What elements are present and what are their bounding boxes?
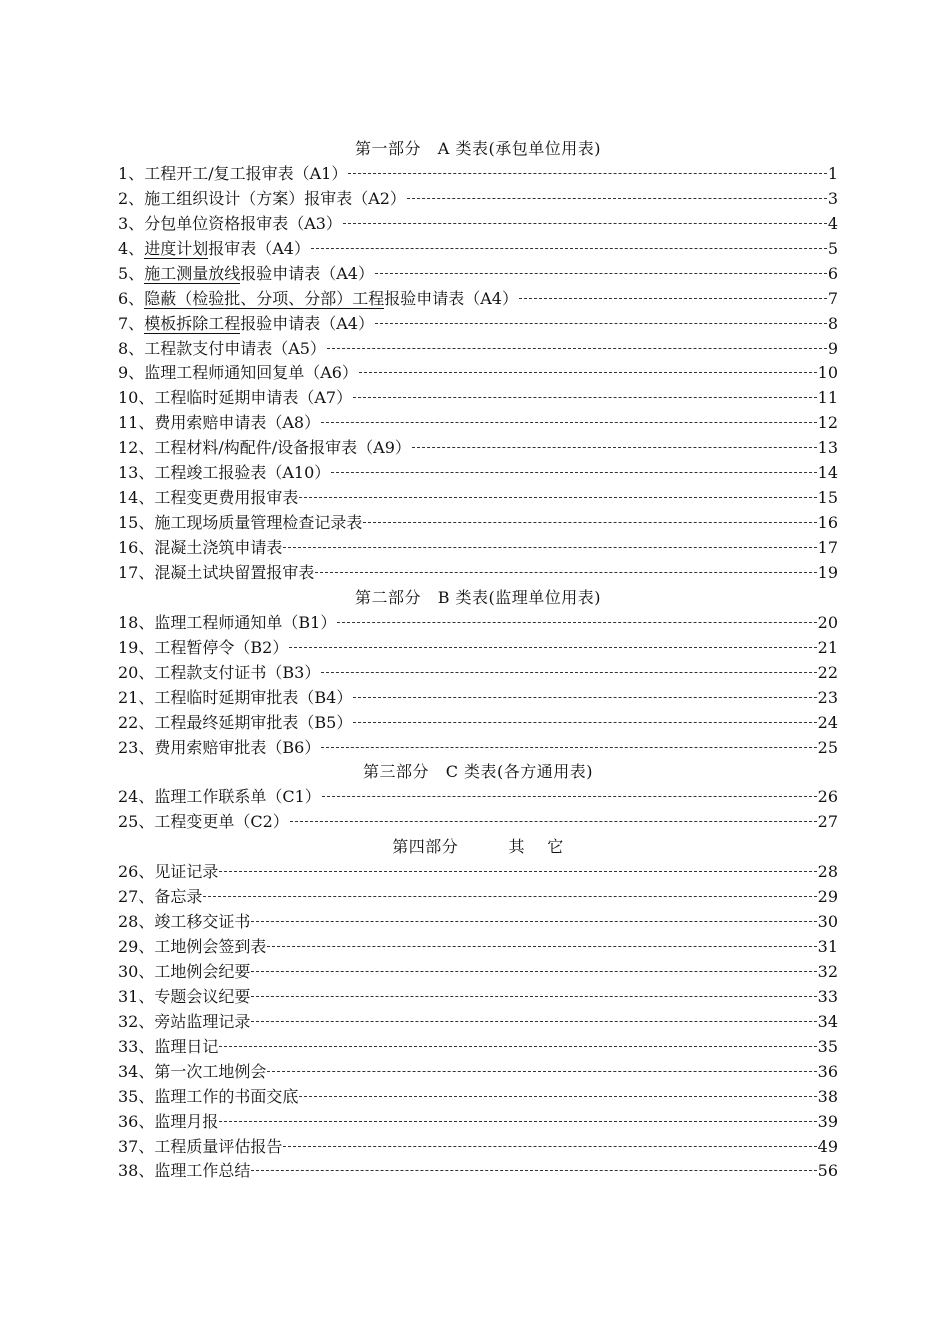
entry-number: 21、	[118, 687, 155, 707]
section-heading: 第一部分 A 类表(承包单位用表)	[355, 139, 601, 158]
entry-number: 25、	[118, 812, 155, 832]
dot-leader	[290, 820, 817, 822]
dot-leader	[219, 870, 816, 872]
table-of-contents	[118, 137, 838, 1184]
toc-entry[interactable]	[118, 1110, 838, 1135]
entry-number: 15、	[118, 513, 155, 533]
entry-title	[144, 237, 310, 262]
entry-title-underlined: 施工测量放线	[144, 263, 241, 283]
dot-leader	[353, 721, 816, 723]
entry-title	[154, 411, 320, 436]
entry-number: 8、	[118, 338, 145, 358]
entry-page-number: 35	[817, 1036, 838, 1056]
entry-title	[154, 611, 336, 636]
entry-number: 4、	[118, 238, 145, 258]
entry-page-number: 12	[817, 413, 838, 433]
dot-leader	[267, 945, 816, 947]
entry-title	[154, 736, 320, 761]
toc-entry[interactable]	[118, 935, 838, 960]
dot-leader	[353, 696, 816, 698]
entry-number: 37、	[118, 1136, 155, 1156]
entry-title	[154, 910, 250, 935]
entry-page-number: 8	[827, 313, 838, 333]
entry-number: 31、	[118, 986, 155, 1006]
entry-title	[154, 885, 202, 910]
entry-title-text: 报验申请表（A4）	[240, 313, 374, 333]
entry-title-text: 工地例会纪要	[154, 961, 251, 981]
entry-title	[154, 860, 218, 885]
entry-title-underlined: 进度计划	[144, 238, 209, 258]
entry-title	[154, 436, 411, 461]
entry-number: 20、	[118, 662, 155, 682]
toc-entry[interactable]	[118, 361, 838, 386]
entry-title-text: 工程临时延期审批表（B4）	[154, 687, 353, 707]
entry-page-number: 16	[817, 513, 838, 533]
entry-number: 10、	[118, 388, 155, 408]
toc-entry[interactable]	[118, 1035, 838, 1060]
dot-leader	[219, 1045, 816, 1047]
dot-leader	[322, 795, 817, 797]
entry-page-number: 24	[817, 712, 838, 732]
entry-title	[154, 511, 362, 536]
entry-number: 14、	[118, 488, 155, 508]
toc-entry[interactable]	[118, 436, 838, 461]
dot-leader	[283, 546, 816, 548]
entry-title-text: 工程款支付证书（B3）	[154, 662, 321, 682]
entry-title-text: 分包单位资格报审表（A3）	[144, 213, 342, 233]
entry-number: 7、	[118, 313, 145, 333]
dot-leader	[251, 1020, 816, 1022]
toc-entry[interactable]	[118, 1010, 838, 1035]
entry-title	[154, 1060, 266, 1085]
toc-entry[interactable]	[118, 885, 838, 910]
entry-number: 1、	[118, 163, 145, 183]
entry-number: 38、	[118, 1161, 155, 1181]
dot-leader	[203, 895, 816, 897]
dot-leader	[251, 920, 816, 922]
entry-page-number: 31	[817, 937, 838, 956]
toc-entry[interactable]	[118, 985, 838, 1010]
toc-entry[interactable]	[118, 511, 838, 536]
entry-number: 34、	[118, 1061, 155, 1081]
entry-number: 28、	[118, 912, 155, 932]
entry-title-text: 监理工作联系单（C1）	[154, 787, 321, 807]
entry-title	[154, 1159, 250, 1184]
entry-title	[144, 287, 518, 312]
entry-number: 13、	[118, 463, 155, 483]
entry-title-text: 混凝土试块留置报审表	[154, 562, 315, 582]
entry-title-text: 工程变更单（C2）	[154, 812, 289, 832]
toc-entry[interactable]	[118, 212, 838, 237]
entry-number: 23、	[118, 737, 155, 757]
toc-entry[interactable]	[118, 1060, 838, 1085]
entry-title	[144, 312, 374, 337]
dot-leader	[315, 571, 816, 573]
toc-entry[interactable]	[118, 860, 838, 885]
entry-title-text: 施工组织设计（方案）报审表（A2）	[144, 188, 406, 208]
entry-page-number: 27	[817, 812, 838, 832]
entry-page-number: 20	[817, 612, 838, 632]
toc-entry[interactable]	[118, 536, 838, 561]
toc-entry[interactable]	[118, 810, 838, 835]
entry-title	[154, 486, 298, 511]
entry-page-number: 13	[817, 438, 838, 458]
section-heading: 第三部分 C 类表(各方通用表)	[362, 762, 594, 782]
entry-number: 12、	[118, 438, 155, 458]
dot-leader	[375, 272, 827, 274]
entry-title-text: 报审表（A4）	[208, 238, 310, 258]
entry-number: 29、	[118, 937, 155, 956]
dot-leader	[251, 970, 816, 972]
entry-number: 9、	[118, 363, 145, 383]
entry-page-number: 7	[827, 288, 838, 308]
dot-leader	[343, 222, 827, 224]
dot-leader	[219, 1120, 816, 1122]
entry-page-number: 39	[817, 1111, 838, 1131]
entry-title-underlined: 隐蔽（检验批、分项、分部）工程	[144, 288, 385, 308]
toc-entry[interactable]	[118, 411, 838, 436]
toc-entry[interactable]	[118, 1085, 838, 1110]
section-heading: 第二部分 B 类表(监理单位用表)	[354, 587, 602, 607]
entry-number: 11、	[118, 413, 155, 433]
entry-title	[154, 386, 352, 411]
entry-page-number: 29	[817, 887, 838, 907]
dot-leader	[283, 1145, 816, 1147]
entry-title-text: 工程材料/构配件/设备报审表（A9）	[154, 438, 411, 458]
entry-number: 17、	[118, 562, 155, 582]
entry-page-number: 38	[817, 1086, 838, 1106]
entry-title	[144, 337, 326, 362]
toc-entry[interactable]	[118, 386, 838, 411]
entry-page-number: 28	[817, 862, 838, 882]
entry-number: 16、	[118, 538, 155, 557]
entry-number: 6、	[118, 288, 145, 308]
dot-leader	[267, 1070, 816, 1072]
toc-entry[interactable]	[118, 187, 838, 212]
entry-title-text: 监理工作总结	[154, 1161, 251, 1181]
entry-page-number: 22	[817, 662, 838, 682]
dot-leader	[311, 247, 827, 249]
toc-entry[interactable]	[118, 486, 838, 511]
dot-leader	[321, 671, 816, 673]
entry-number: 5、	[118, 263, 145, 283]
entry-page-number: 23	[817, 687, 838, 707]
toc-entry[interactable]	[118, 636, 838, 661]
entry-title	[154, 661, 320, 686]
toc-entry[interactable]	[118, 312, 838, 337]
entry-title-text: 备忘录	[154, 887, 203, 907]
toc-entry[interactable]	[118, 711, 838, 736]
entry-number: 32、	[118, 1011, 155, 1031]
entry-title-text: 混凝土浇筑申请表	[154, 538, 283, 557]
entry-title-text: 工程质量评估报告	[154, 1136, 283, 1156]
entry-page-number: 30	[817, 912, 838, 932]
entry-title-text: 监理工程师通知单（B1）	[154, 612, 337, 632]
toc-entry[interactable]	[118, 1135, 838, 1160]
toc-entry[interactable]	[118, 960, 838, 985]
dot-leader	[299, 496, 816, 498]
entry-title	[154, 536, 282, 561]
entry-number: 35、	[118, 1086, 155, 1106]
entry-title	[154, 810, 288, 835]
toc-entry[interactable]	[118, 736, 838, 761]
toc-entry[interactable]	[118, 910, 838, 935]
entry-title	[154, 1035, 218, 1060]
dot-leader	[412, 446, 817, 448]
entry-title-text: 工程开工/复工报审表（A1）	[144, 163, 348, 183]
entry-page-number: 26	[817, 787, 838, 807]
entry-page-number: 1	[827, 163, 838, 183]
entry-title	[154, 935, 266, 960]
dot-leader	[353, 396, 817, 398]
entry-number: 2、	[118, 188, 145, 208]
entry-number: 22、	[118, 712, 155, 732]
dot-leader	[407, 197, 827, 199]
toc-entry[interactable]	[118, 686, 838, 711]
toc-entry[interactable]	[118, 461, 838, 486]
section-heading: 第四部分 其 它	[392, 837, 564, 857]
entry-title	[144, 162, 347, 187]
entry-title-text: 旁站监理记录	[154, 1011, 251, 1031]
entry-title	[144, 361, 358, 386]
entry-number: 26、	[118, 862, 155, 882]
entry-title-text: 竣工移交证书	[154, 912, 251, 932]
entry-page-number: 33	[817, 986, 838, 1006]
entry-number: 33、	[118, 1036, 155, 1056]
entry-title	[144, 212, 342, 237]
entry-number: 36、	[118, 1111, 155, 1131]
entry-title-text: 监理日记	[154, 1036, 219, 1056]
entry-page-number: 15	[817, 488, 838, 508]
entry-title-text: 监理月报	[154, 1111, 219, 1131]
entry-title	[154, 1110, 218, 1135]
entry-page-number: 21	[817, 637, 838, 657]
entry-page-number: 56	[817, 1161, 838, 1181]
entry-title-text: 第一次工地例会	[154, 1061, 267, 1081]
entry-page-number: 25	[817, 737, 838, 757]
dot-leader	[363, 521, 816, 523]
toc-entry[interactable]	[118, 162, 838, 187]
entry-page-number: 3	[827, 188, 838, 208]
toc-entry[interactable]	[118, 337, 838, 362]
entry-number: 24、	[118, 787, 155, 807]
entry-title	[144, 187, 406, 212]
entry-title	[154, 561, 314, 586]
entry-title	[154, 1010, 250, 1035]
entry-number: 30、	[118, 961, 155, 981]
entry-title	[154, 636, 288, 661]
entry-title	[154, 711, 352, 736]
toc-entry[interactable]	[118, 661, 838, 686]
entry-title	[144, 262, 374, 287]
entry-page-number: 19	[817, 562, 838, 582]
entry-title	[154, 785, 320, 810]
entry-title-text: 工程变更费用报审表	[154, 488, 299, 508]
entry-page-number: 36	[817, 1061, 838, 1081]
toc-entry[interactable]	[118, 262, 838, 287]
entry-title	[154, 985, 250, 1010]
entry-title-text: 工地例会签到表	[154, 937, 267, 956]
entry-title-underlined: 模板拆除工程	[144, 313, 241, 333]
entry-title-text: 施工现场质量管理检查记录表	[154, 513, 363, 533]
entry-page-number: 9	[827, 338, 838, 358]
toc-entry[interactable]	[118, 287, 838, 312]
entry-title-text: 工程款支付申请表（A5）	[144, 338, 326, 358]
entry-number: 19、	[118, 637, 155, 657]
entry-page-number: 17	[817, 538, 838, 557]
entry-title-text: 费用索赔申请表（A8）	[154, 413, 321, 433]
entry-page-number: 14	[817, 463, 838, 483]
toc-entry[interactable]	[118, 237, 838, 262]
entry-title-text: 监理工程师通知回复单（A6）	[144, 363, 358, 383]
entry-page-number: 4	[827, 213, 838, 233]
entry-page-number: 6	[827, 263, 838, 283]
entry-number: 27、	[118, 887, 155, 907]
entry-title	[154, 461, 330, 486]
entry-title-text: 监理工作的书面交底	[154, 1086, 299, 1106]
entry-title	[154, 1085, 298, 1110]
entry-page-number: 11	[817, 388, 838, 408]
entry-number: 3、	[118, 213, 145, 233]
dot-leader	[251, 995, 816, 997]
dot-leader	[251, 1169, 816, 1171]
dot-leader	[321, 746, 816, 748]
dot-leader	[321, 421, 817, 423]
entry-page-number: 10	[817, 363, 838, 383]
entry-title-text: 见证记录	[154, 862, 219, 882]
entry-page-number: 32	[817, 961, 838, 981]
dot-leader	[375, 322, 827, 324]
dot-leader	[519, 297, 827, 299]
entry-page-number: 34	[817, 1011, 838, 1031]
dot-leader	[348, 172, 826, 174]
entry-title-text: 工程最终延期审批表（B5）	[154, 712, 353, 732]
toc-entry[interactable]	[118, 785, 838, 810]
dot-leader	[299, 1095, 816, 1097]
toc-entry[interactable]	[118, 561, 838, 586]
entry-title-text: 费用索赔审批表（B6）	[154, 737, 321, 757]
entry-title	[154, 686, 352, 711]
dot-leader	[331, 471, 816, 473]
entry-title	[154, 1135, 282, 1160]
entry-title-text: 工程临时延期申请表（A7）	[154, 388, 353, 408]
entry-number: 18、	[118, 612, 155, 632]
entry-title	[154, 960, 250, 985]
dot-leader	[337, 621, 816, 623]
entry-title-text: 报验申请表（A4）	[384, 288, 518, 308]
entry-page-number: 49	[817, 1136, 838, 1156]
entry-page-number: 5	[827, 238, 838, 258]
dot-leader	[289, 646, 816, 648]
entry-title-text: 工程竣工报验表（A10）	[154, 463, 331, 483]
dot-leader	[327, 347, 827, 349]
entry-title-text: 报验申请表（A4）	[240, 263, 374, 283]
entry-title-text: 专题会议纪要	[154, 986, 251, 1006]
toc-entry[interactable]	[118, 1159, 838, 1184]
dot-leader	[359, 371, 817, 373]
entry-title-text: 工程暂停令（B2）	[154, 637, 289, 657]
toc-entry[interactable]	[118, 611, 838, 636]
